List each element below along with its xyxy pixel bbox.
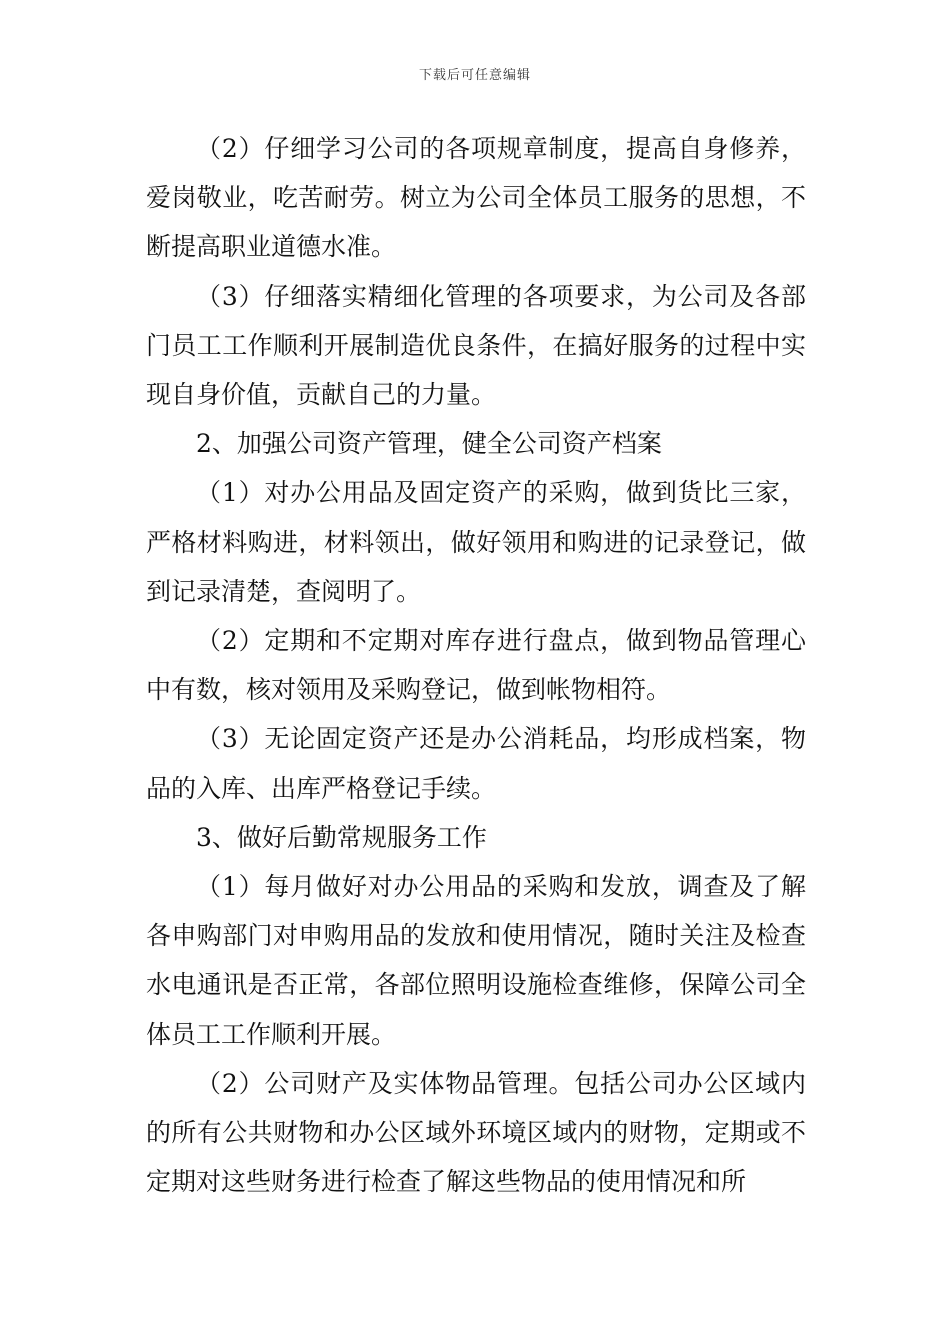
section-heading: 2、加强公司资产管理，健全公司资产档案 — [196, 429, 662, 459]
paragraph: （2）仔细学习公司的各项规章制度，提高自身修养，爱岗敬业，吃苦耐劳。树立为公司全体员工服务的思想，不断提高职业道德水准。 — [146, 134, 806, 262]
paragraph: （3）无论固定资产还是办公消耗品，均形成档案，物品的入库、出库严格登记手续。 — [146, 724, 806, 803]
document-body — [146, 124, 806, 1206]
section-heading: 3、做好后勤常规服务工作 — [196, 822, 487, 852]
paragraph: （2）定期和不定期对库存进行盘点，做到物品管理心中有数，核对领用及采购登记，做到帐物相符。 — [146, 626, 806, 705]
paragraph: （3）仔细落实精细化管理的各项要求，为公司及各部门员工工作顺利开展制造优良条件，在搞好服务的过程中实现自身价值，贡献自己的力量。 — [146, 281, 806, 410]
page-header: 下载后可任意编辑 — [418, 68, 531, 83]
paragraph: （1）对办公用品及固定资产的采购，做到货比三家，严格材料购进，材料领出，做好领用和购进的记录登记，做到记录清楚，查阅明了。 — [146, 478, 806, 606]
paragraph: （1）每月做好对办公用品的采购和发放，调查及了解各申购部门对申购用品的发放和使用情况，随时关注及检查水电通讯是否正常，各部位照明设施检查维修，保障公司全体员工工作顺利开展。 — [146, 872, 806, 1049]
paragraph: （2）公司财产及实体物品管理。包括公司办公区域内的所有公共财物和办公区域外环境区域内的财物，定期或不定期对这些财务进行检查了解这些物品的使用情况和所 — [146, 1068, 806, 1197]
